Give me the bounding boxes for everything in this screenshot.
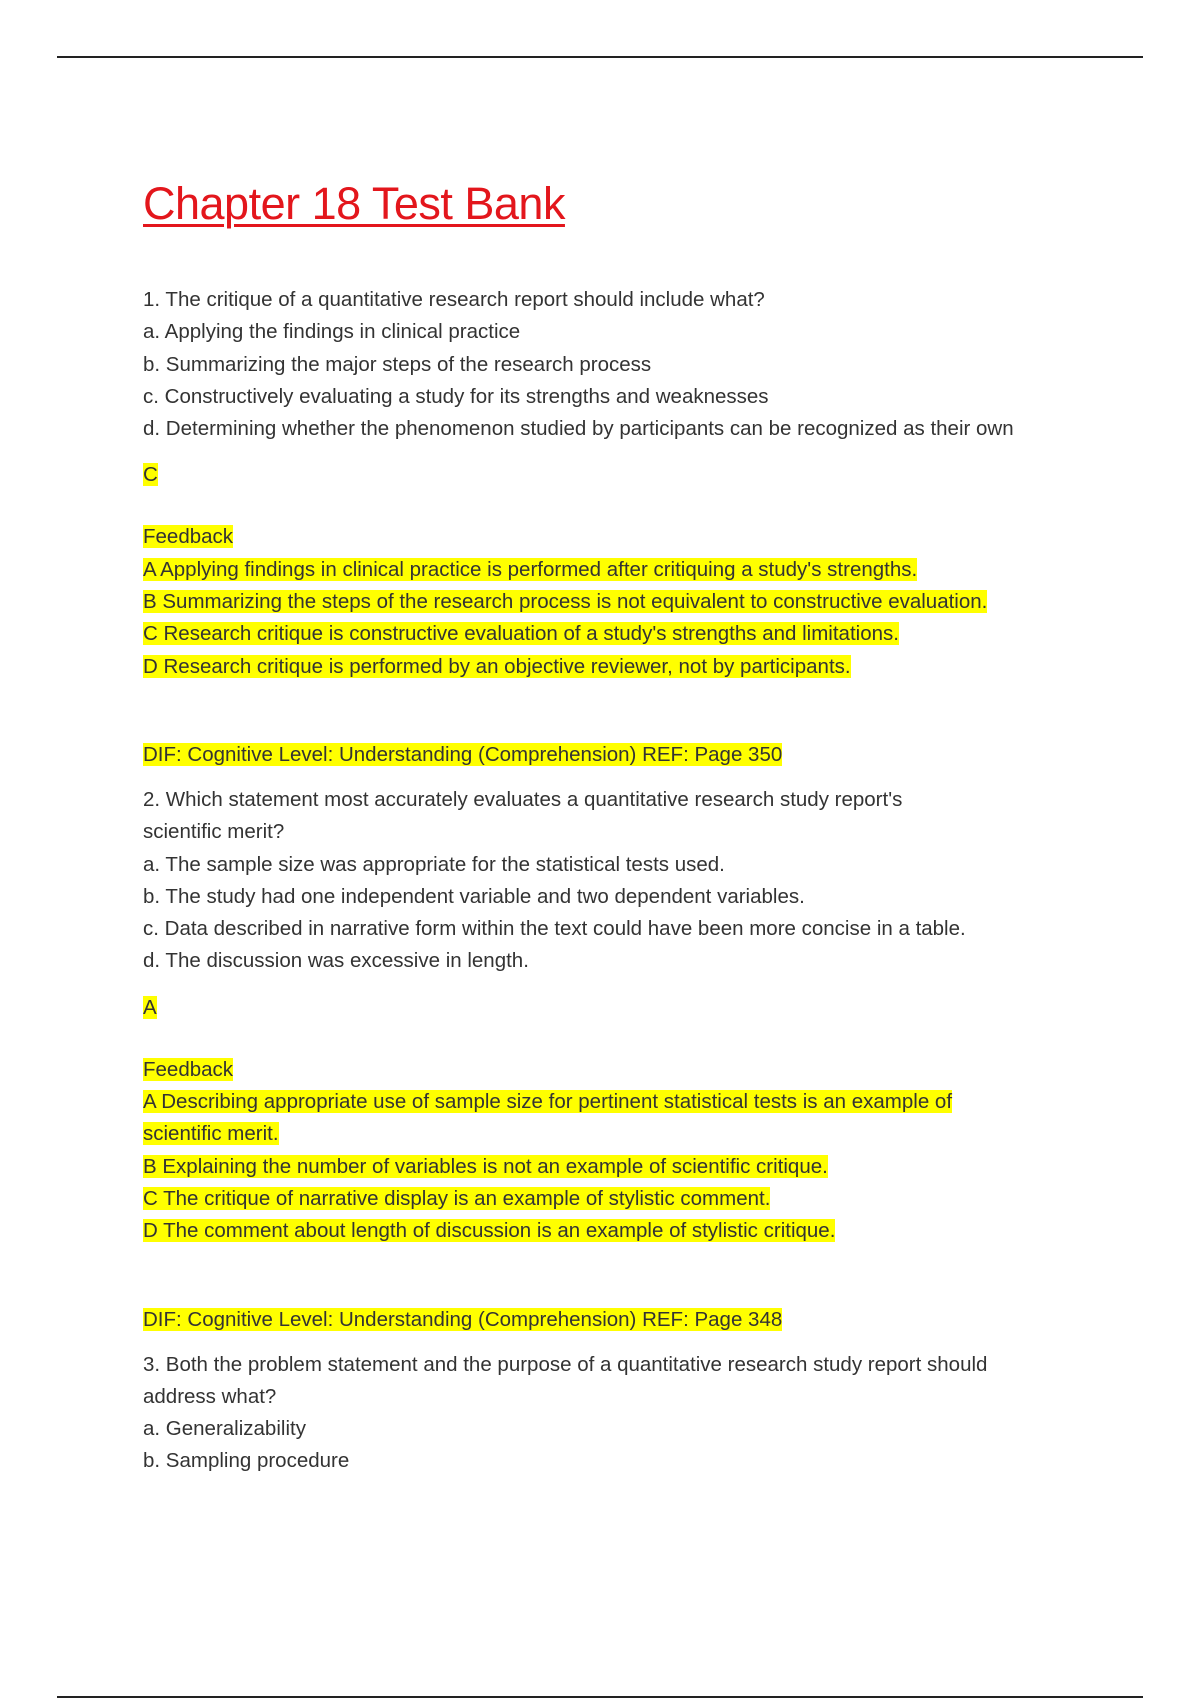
answer-key: C [143, 463, 158, 487]
question-1 [143, 284, 1063, 771]
feedback-c: C The critique of narrative display is an example of stylistic comment. [143, 1186, 771, 1210]
feedback-d: D Research critique is performed by an objective reviewer, not by participants. [143, 654, 851, 678]
option-b: b. Summarizing the major steps of the research process [143, 352, 652, 376]
feedback-a: A Applying findings in clinical practice is performed after critiquing a study's strengths. [143, 557, 918, 581]
option-d: d. Determining whether the phenomenon studied by participants can be recognized as their own [143, 417, 1014, 441]
feedback-block [143, 1054, 1063, 1248]
page-title: Chapter 18 Test Bank [143, 178, 565, 229]
feedback-c: C Research critique is constructive evaluation of a study's strengths and limitations. [143, 622, 899, 646]
option-d: d. The discussion was excessive in length. [143, 949, 529, 973]
feedback-label: Feedback [143, 1057, 234, 1081]
option-a: a. The sample size was appropriate for the statistical tests used. [143, 852, 725, 876]
option-a: a. Applying the findings in clinical practice [143, 320, 521, 344]
feedback-b: B Explaining the number of variables is not an example of scientific critique. [143, 1154, 828, 1178]
document-body [143, 178, 1063, 1478]
feedback-d: D The comment about length of discussion is an example of stylistic critique. [143, 1219, 836, 1243]
answer-key: A [143, 995, 157, 1019]
feedback-b: B Summarizing the steps of the research process is not equivalent to constructive evaluation. [143, 590, 988, 614]
option-c: c. Data described in narrative form within the text could have been more concise in a table. [143, 917, 966, 941]
option-b: b. Sampling procedure [143, 1449, 350, 1473]
option-a: a. Generalizability [143, 1417, 306, 1441]
feedback-label: Feedback [143, 525, 234, 549]
question-stem: 3. Both the problem statement and the purpose of a quantitative research study report should address what? [143, 1352, 988, 1408]
question-stem: 1. The critique of a quantitative research report should include what? [143, 288, 765, 311]
top-rule [57, 56, 1143, 58]
bottom-rule [57, 1696, 1143, 1698]
option-c: c. Constructively evaluating a study for its strengths and weaknesses [143, 384, 769, 408]
question-stem: 2. Which statement most accurately evaluates a quantitative research study report's scientific merit? [143, 787, 903, 844]
question-3 [143, 1349, 1063, 1478]
question-2 [143, 784, 1063, 1336]
feedback-a: A Describing appropriate use of sample size for pertinent statistical tests is an example of scientific merit. [143, 1090, 953, 1146]
dif-ref: DIF: Cognitive Level: Understanding (Comprehension) REF: Page 350 [143, 742, 783, 766]
feedback-block [143, 521, 1063, 682]
dif-ref: DIF: Cognitive Level: Understanding (Comprehension) REF: Page 348 [143, 1307, 783, 1331]
option-b: b. The study had one independent variable and two dependent variables. [143, 884, 805, 908]
